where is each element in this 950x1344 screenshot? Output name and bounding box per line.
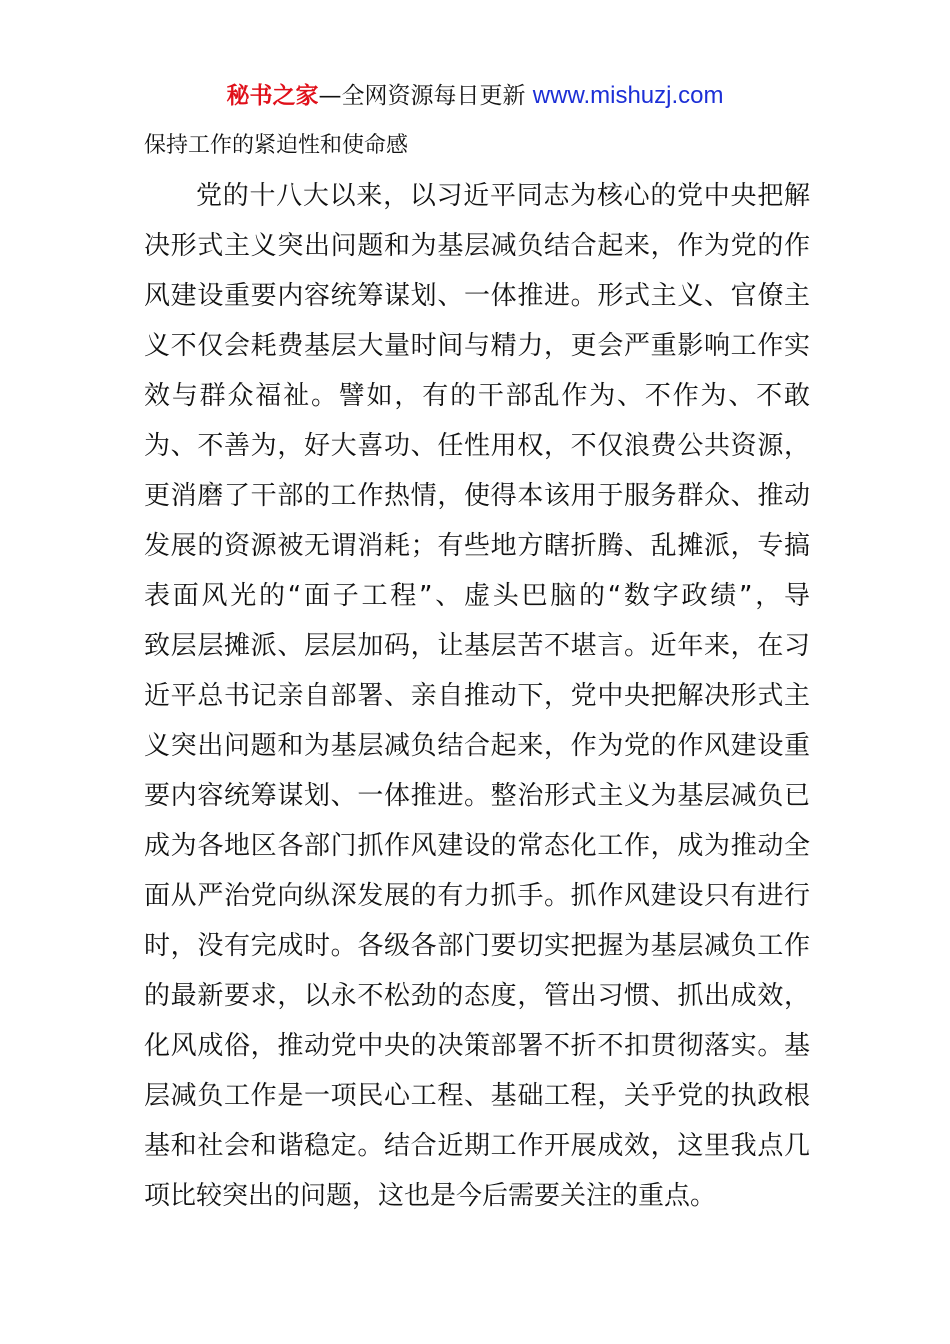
document-body: [144, 176, 810, 1226]
body-line: 时，没有完成时。各级各部门要切实把握为基层减负工作: [144, 931, 810, 961]
body-line: 项比较突出的问题，这也是今后需要关注的重点。: [144, 1181, 717, 1211]
site-header: [0, 78, 950, 114]
body-line: 层减负工作是一项民心工程、基础工程，关乎党的执政根: [144, 1081, 810, 1111]
body-line: 近平总书记亲自部署、亲自推动下，党中央把解决形式主: [144, 681, 810, 711]
body-line: 致层层摊派、层层加码，让基层苦不堪言。近年来，在习: [144, 631, 810, 661]
body-line: 基和社会和谐稳定。结合近期工作开展成效，这里我点几: [144, 1131, 810, 1161]
body-line: 决形式主义突出问题和为基层减负结合起来，作为党的作: [144, 231, 810, 261]
body-line: 成为各地区各部门抓作风建设的常态化工作，成为推动全: [144, 831, 810, 861]
body-line: 更消磨了干部的工作热情，使得本该用于服务群众、推动: [144, 481, 810, 511]
body-line: 化风成俗，推动党中央的决策部署不折不扣贯彻落实。基: [144, 1031, 810, 1061]
document-title: 保持工作的紧迫性和使命感: [144, 133, 409, 158]
body-line: 义突出问题和为基层减负结合起来，作为党的作风建设重: [144, 731, 810, 761]
body-line: 义不仅会耗费基层大量时间与精力，更会严重影响工作实: [144, 331, 810, 361]
site-brand: 秘书之家: [226, 83, 319, 109]
body-line: 发展的资源被无谓消耗；有些地方瞎折腾、乱摊派，专搞: [144, 531, 810, 561]
body-line: 表面风光的“面子工程”、虚头巴脑的“数字政绩”，导: [144, 581, 810, 611]
body-line: 风建设重要内容统筹谋划、一体推进。形式主义、官僚主: [144, 281, 810, 311]
body-line: 要内容统筹谋划、一体推进。整治形式主义为基层减负已: [144, 781, 810, 811]
body-line: 党的十八大以来，以习近平同志为核心的党中央把解: [196, 181, 810, 211]
body-line: 的最新要求，以永不松劲的态度，管出习惯、抓出成效，: [144, 981, 810, 1011]
body-line: 效与群众福祉。譬如，有的干部乱作为、不作为、不敢: [144, 381, 810, 411]
site-url-link[interactable]: www.mishuzj.com: [532, 82, 724, 109]
site-tagline: —全网资源每日更新: [318, 83, 533, 109]
body-line: 为、不善为，好大喜功、任性用权，不仅浪费公共资源，: [144, 431, 810, 461]
body-line: 面从严治党向纵深发展的有力抓手。抓作风建设只有进行: [144, 881, 810, 911]
